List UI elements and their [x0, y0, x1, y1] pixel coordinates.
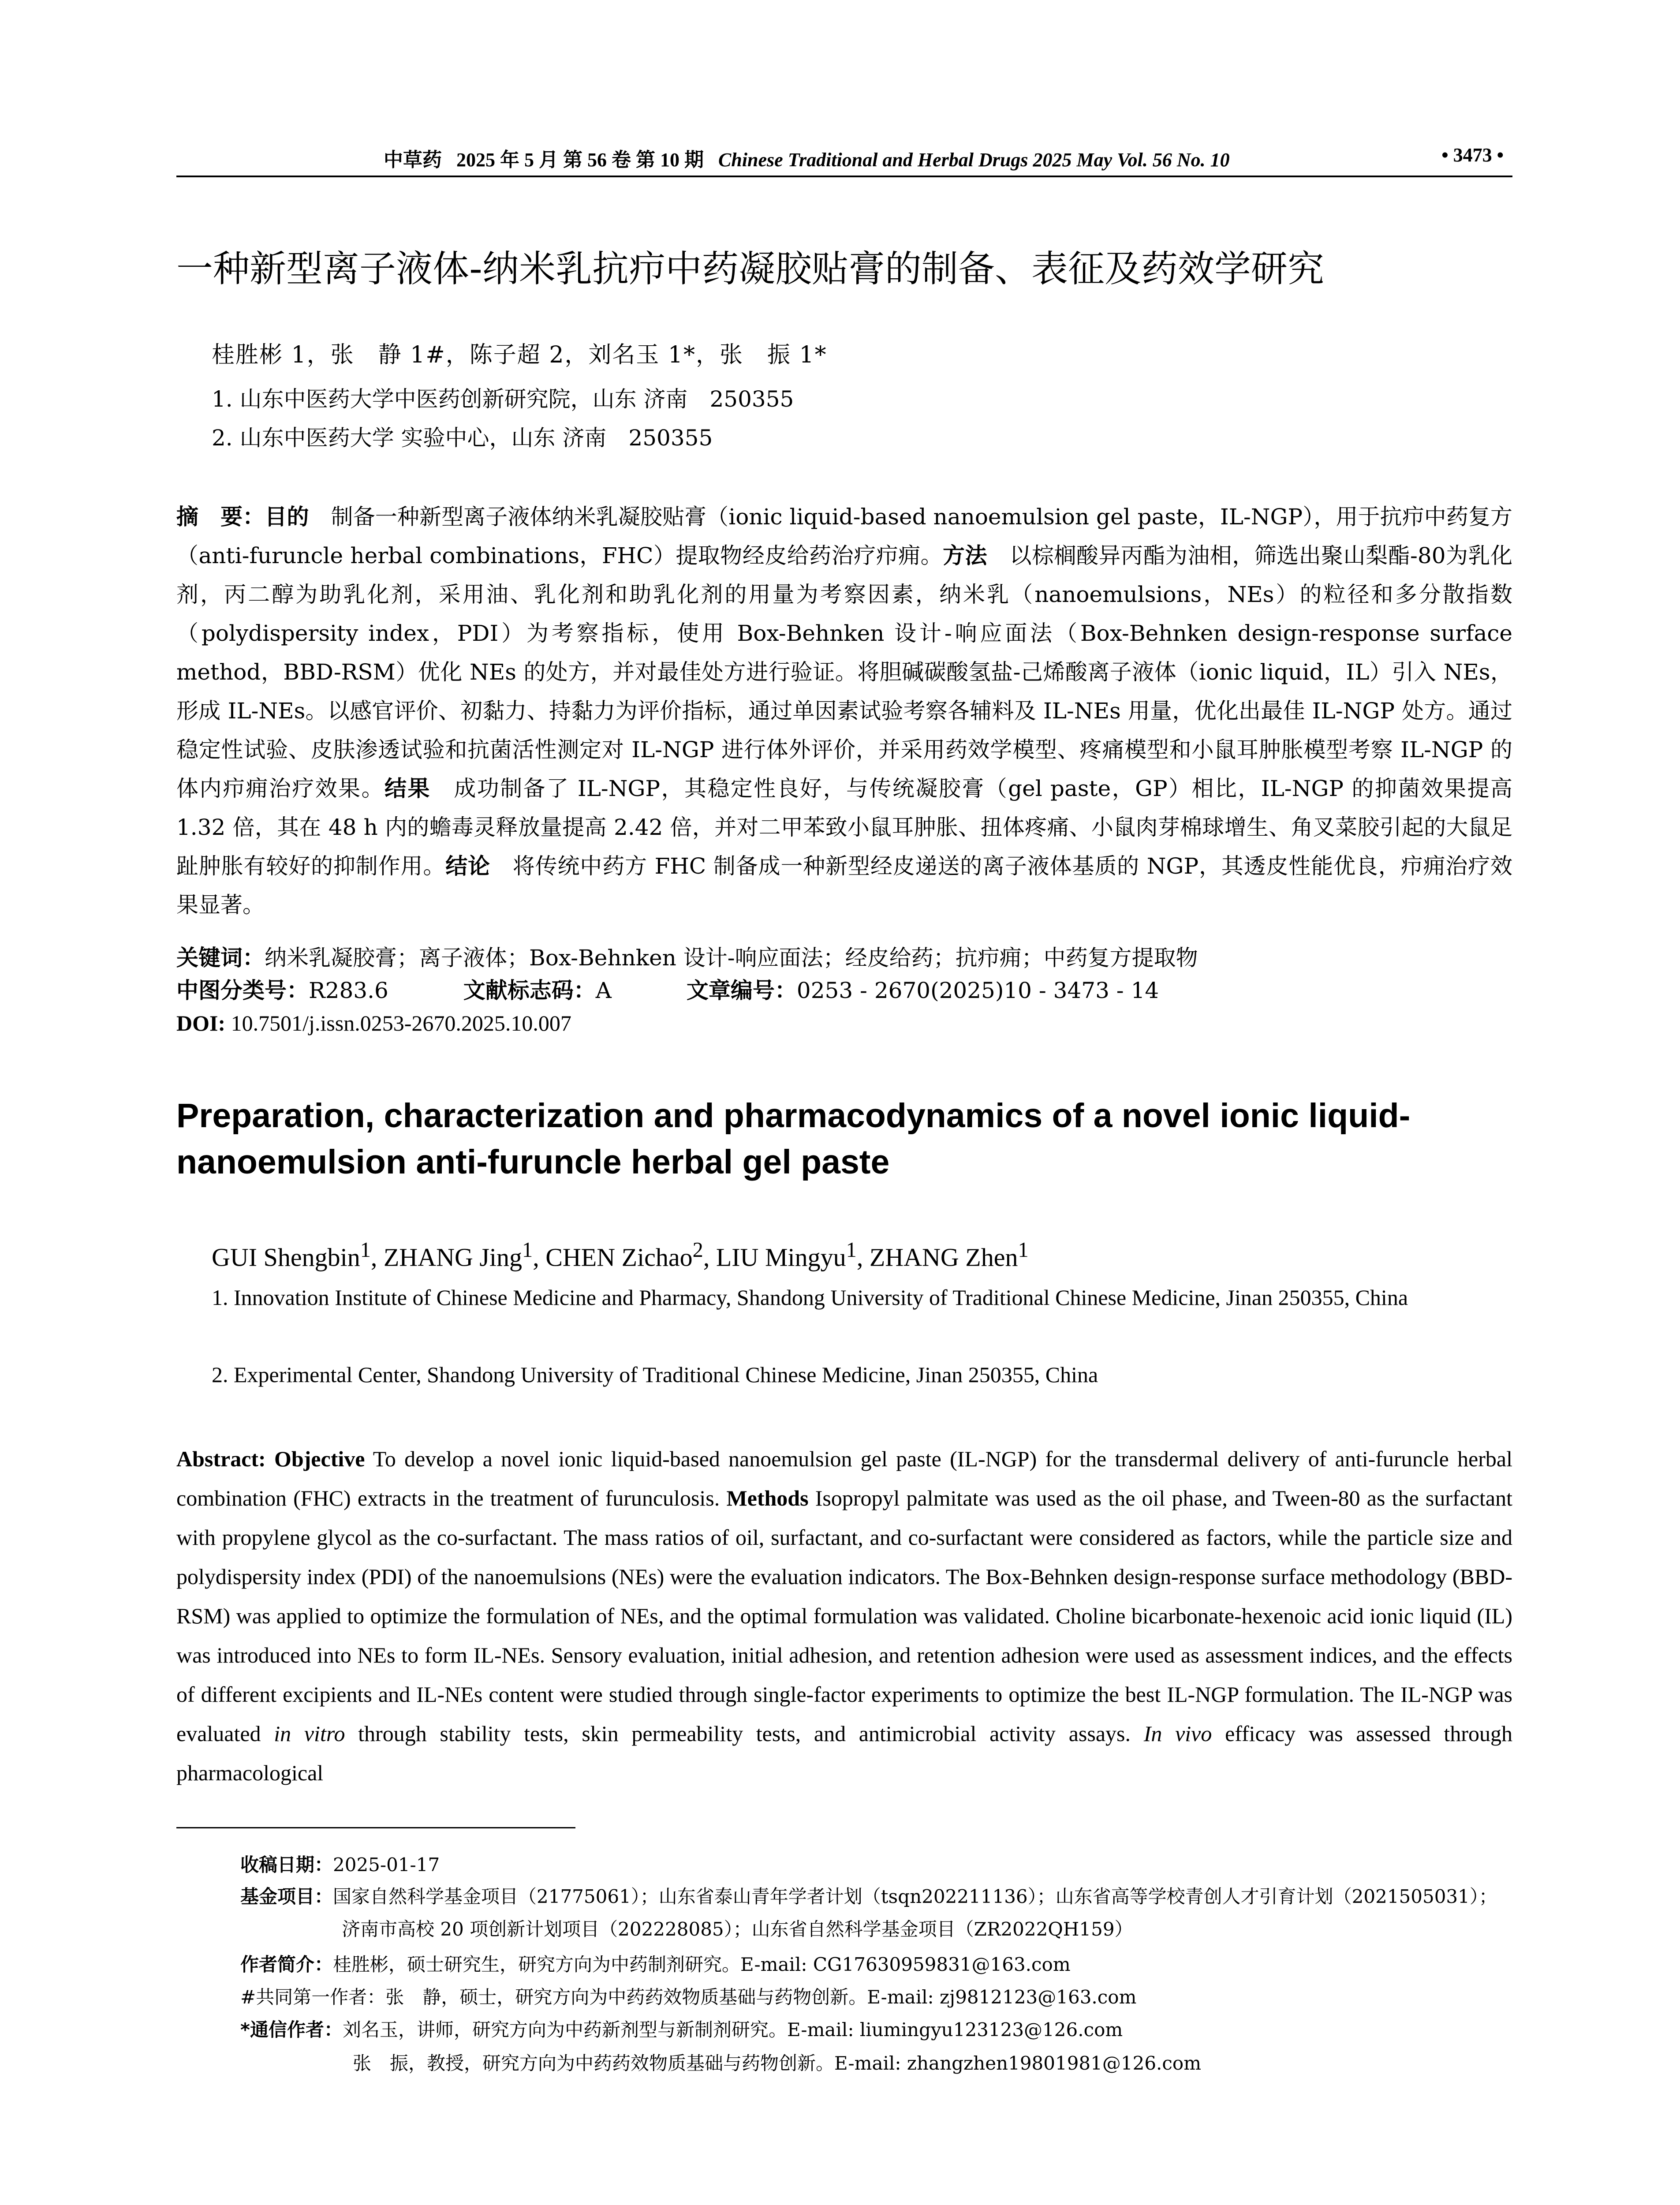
en-methods-text-1: Isopropyl palmitate was used as the oil phase, and Tween-80 as the surfactant with propylene glycol as the co-surfactant. The mass ratios of oil, surfactant, and co-surfactant were considered as factors, while the particle size and polydispersity index (PDI) of the nanoemulsions (NEs) were the evaluation indicators. The Box-Behnken design-response surface methodology (BBD-RSM) was applied to optimize the formulation of NEs, and the optimal formulation was validated. Choline bicarbonate-hexenoic acid ionic liquid (IL) was introduced into NEs to form IL-NEs. Sensory evaluation, initial adhesion, and retention adhesion were used as assessment indices, and the effects of different excipients and IL-NEs content were studied through single-factor experiments to optimize the best IL-NGP formulation. The IL-NGP was evaluated [176, 1486, 1512, 1746]
doc-code-value: A [595, 978, 612, 1003]
running-header [176, 140, 1512, 176]
author-sup: 2 [692, 1238, 703, 1262]
issue-cn: 2025 年 5 月 第 56 卷 第 10 期 [456, 149, 704, 171]
cn-abstract-label: 摘 要： [176, 504, 265, 530]
doi-label: DOI: [176, 1011, 226, 1035]
in-vivo-term: In vivo [1143, 1721, 1212, 1746]
corresponding-author [240, 2017, 1123, 2043]
cn-abstract [176, 497, 1512, 924]
received-date [240, 1852, 440, 1878]
cn-results-text: 成功制备了 IL-NGP，其稳定性良好，与传统凝胶膏（gel paste，GP）相比，IL-NGP 的抑菌效果提高 1.32 倍，其在 48 h 内的蟾毒灵释放量提高 2.42 倍，并对二甲苯致小鼠耳肿胀、扭体疼痛、小鼠肉芽棉球增生、角叉菜胶引起的大鼠足趾肿胀有较好的抑制作用。 [176, 776, 1513, 879]
author-sup: 1 [1018, 1238, 1029, 1262]
en-methods-text-3: efficacy was assessed through pharmacological [176, 1721, 1512, 1785]
cn-conclusion-label: 结论 [445, 853, 490, 879]
clc-label: 中图分类号： [176, 978, 309, 1003]
author-sup: 1 [522, 1238, 533, 1262]
en-author: ZHANG Jing [383, 1243, 523, 1272]
en-author: ZHANG Zhen [869, 1243, 1018, 1272]
cn-conclusion-text: 将传统中药方 FHC 制备成一种新型经皮递送的离子液体基质的 NGP，其透皮性能优良，疖痈治疗效果显著。 [176, 853, 1513, 918]
author-sup: 1 [360, 1238, 371, 1262]
journal-header-text [384, 144, 1230, 172]
article-no-value: 0253 - 2670(2025)10 - 3473 - 14 [796, 978, 1159, 1003]
fund-info [240, 1884, 1497, 1910]
en-objective-label: Abstract: Objective [176, 1446, 365, 1471]
fund-label: 基金项目： [240, 1886, 333, 1907]
cn-keywords [176, 942, 1198, 973]
en-methods-text-2: through stability tests, skin permeability tests, and antimicrobial activity assays. [345, 1721, 1144, 1746]
received-label: 收稿日期： [240, 1854, 333, 1876]
corr-label: *通信作者： [240, 2019, 343, 2041]
cn-keywords-label: 关键词： [176, 945, 265, 971]
received-value: 2025-01-17 [333, 1854, 440, 1876]
clc-value: R283.6 [309, 978, 388, 1003]
en-author: GUI Shengbin [212, 1243, 360, 1272]
footnote-rule [176, 1827, 575, 1828]
journal-name-cn: 中草药 [384, 149, 442, 171]
doi-value: 10.7501/j.issn.0253-2670.2025.10.007 [225, 1011, 571, 1035]
cn-methods-label: 方法 [943, 543, 987, 568]
cn-objective-text: 制备一种新型离子液体纳米乳凝胶贴膏（ionic liquid-based nanoemulsion gel paste，IL-NGP），用于抗疖中药复方（anti-furuncle herbal combinations，FHC）提取物经皮给药治疗疖痈。 [176, 504, 1513, 568]
issue-en: 2025 May Vol. 56 No. 10 [1033, 149, 1230, 171]
cn-title: 一种新型离子液体-纳米乳抗疖中药凝胶贴膏的制备、表征及药效学研究 [176, 247, 1324, 290]
article-no-label: 文章编号： [686, 978, 797, 1003]
cn-authors: 桂胜彬 1，张 静 1#，陈子超 2，刘名玉 1*，张 振 1* [212, 342, 827, 368]
corr-line-1: 刘名玉，讲师，研究方向为中药新剂型与新制剂研究。E-mail: liumingyu123123@126.com [342, 2019, 1123, 2041]
en-affiliation-2: 2. Experimental Center, Shandong University of Traditional Chinese Medicine, Jinan 250355, China [212, 1362, 1098, 1387]
corr-line-2: 张 振，教授，研究方向为中药药效物质基础与药物创新。E-mail: zhangzhen19801981@126.com [353, 2052, 1202, 2074]
cn-keywords-text: 纳米乳凝胶膏；离子液体；Box-Behnken 设计-响应面法；经皮给药；抗疖痈；中药复方提取物 [265, 945, 1198, 971]
cn-affiliation-1: 1. 山东中医药大学中医药创新研究院，山东 济南 250355 [212, 386, 794, 412]
bio-label: 作者简介： [240, 1954, 333, 1975]
en-methods-label: Methods [726, 1486, 809, 1510]
co-first-author: #共同第一作者：张 静，硕士，研究方向为中药药效物质基础与药物创新。E-mail: zj9812123@163.com [240, 1986, 1137, 2008]
en-objective-text: To develop a novel ionic liquid-based nanoemulsion gel paste (IL-NGP) for the transdermal delivery of anti-furuncle herbal combination (FHC) extracts in the treatment of furunculosis. [176, 1446, 1512, 1510]
cn-methods-text: 以棕榈酸异丙酯为油相，筛选出聚山梨酯-80为乳化剂，丙二醇为助乳化剂，采用油、乳化剂和助乳化剂的用量为考察因素，纳米乳（nanoemulsions，NEs）的粒径和多分散指数（polydispersity index，PDI）为考察指标，使用 Box-Behnken 设计-响应面法（Box-Behnken design-response surface method，BBD-RSM）优化 NEs 的处方，并对最佳处方进行验证。将胆碱碳酸氢盐-己烯酸离子液体（ionic liquid，IL）引入 NEs，形成 IL-NEs。以感官评价、初黏力、持黏力为评价指标，通过单因素试验考察各辅料及 IL-NEs 用量，优化出最佳 IL-NGP 处方。通过稳定性试验、皮肤渗透试验和抗菌活性测定对 IL-NGP 进行体外评价，并采用药效学模型、疼痛模型和小鼠耳肿胀模型考察 IL-NGP 的体内疖痈治疗效果。 [176, 543, 1512, 801]
author-bio [240, 1952, 1071, 1977]
en-abstract [176, 1439, 1512, 1793]
doc-code-label: 文献标志码： [463, 978, 596, 1003]
author-sup: 1 [846, 1238, 857, 1262]
en-author: CHEN Zichao [545, 1243, 693, 1272]
en-authors: GUI Shengbin$^1$, ZHANG Jing$^1$, CHEN Zichao$^2$, LIU Mingyu$^1$, ZHANG Zhen$^1$ [212, 1238, 1029, 1272]
en-title: Preparation, characterization and pharmacodynamics of a novel ionic liquid-nanoemulsion anti-furuncle herbal gel paste [176, 1097, 1411, 1181]
en-author: LIU Mingyu [716, 1243, 846, 1272]
fund-line-2: 济南市高校 20 项创新计划项目（202228085）；山东省自然科学基金项目（ZR2022QH159） [342, 1918, 1133, 1940]
header-rule [176, 176, 1512, 177]
cn-objective-label: 目的 [265, 504, 309, 530]
in-vitro-term: in vitro [274, 1721, 345, 1746]
bio-text: 桂胜彬，硕士研究生，研究方向为中药制剂研究。E-mail: CG17630959831@163.com [333, 1954, 1071, 1975]
doi-line [176, 1008, 571, 1039]
en-affiliation-1: 1. Innovation Institute of Chinese Medicine and Pharmacy, Shandong University of Traditional Chinese Medicine, Jinan 250355, China [212, 1285, 1408, 1310]
journal-name-en: Chinese Traditional and Herbal Drugs [718, 149, 1028, 171]
fund-line-1: 国家自然科学基金项目（21775061）；山东省泰山青年学者计划（tsqn202211136）；山东省高等学校青创人才引育计划（2021505031）； [333, 1886, 1497, 1907]
page-number: • 3473 • [1441, 144, 1504, 166]
cn-classification-row [176, 975, 1159, 1006]
cn-results-label: 结果 [384, 776, 431, 801]
cn-affiliation-2: 2. 山东中医药大学 实验中心，山东 济南 250355 [212, 425, 713, 451]
